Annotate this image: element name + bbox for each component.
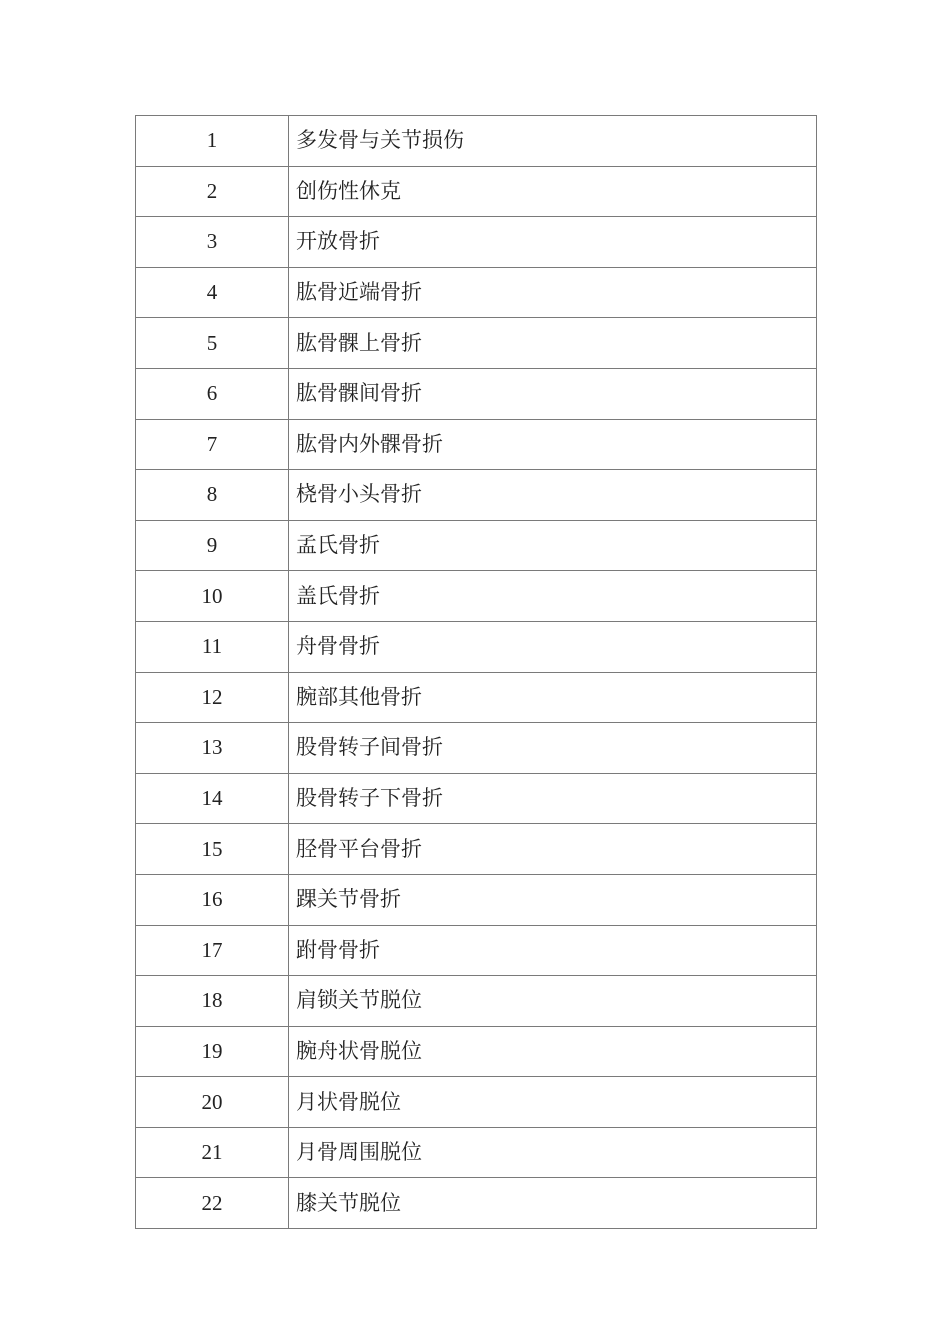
table-row [136,419,817,470]
row-name: 胫骨平台骨折 [289,824,817,875]
table-row [136,672,817,723]
row-number: 1 [136,116,289,167]
table-row [136,925,817,976]
row-number: 22 [136,1178,289,1229]
row-number: 21 [136,1127,289,1178]
table-row [136,1127,817,1178]
table-body [136,116,817,1229]
row-name: 踝关节骨折 [289,874,817,925]
table-row [136,318,817,369]
row-name: 膝关节脱位 [289,1178,817,1229]
row-number: 18 [136,976,289,1027]
table-row [136,976,817,1027]
table-row [136,368,817,419]
table-row [136,874,817,925]
row-number: 9 [136,520,289,571]
row-name: 股骨转子间骨折 [289,723,817,774]
row-name: 肱骨近端骨折 [289,267,817,318]
row-number: 2 [136,166,289,217]
row-name: 肱骨内外髁骨折 [289,419,817,470]
row-name: 腕部其他骨折 [289,672,817,723]
row-name: 多发骨与关节损伤 [289,116,817,167]
table-row [136,1026,817,1077]
row-number: 17 [136,925,289,976]
row-number: 20 [136,1077,289,1128]
row-number: 12 [136,672,289,723]
table-row [136,470,817,521]
table-row [136,773,817,824]
table-row [136,116,817,167]
row-number: 4 [136,267,289,318]
table-row [136,824,817,875]
row-name: 盖氏骨折 [289,571,817,622]
row-name: 开放骨折 [289,217,817,268]
row-number: 3 [136,217,289,268]
table-row [136,166,817,217]
row-number: 14 [136,773,289,824]
table-row [136,723,817,774]
row-name: 肩锁关节脱位 [289,976,817,1027]
row-number: 11 [136,621,289,672]
row-name: 月状骨脱位 [289,1077,817,1128]
row-number: 5 [136,318,289,369]
row-name: 肱骨髁上骨折 [289,318,817,369]
row-name: 孟氏骨折 [289,520,817,571]
row-number: 8 [136,470,289,521]
table-row [136,571,817,622]
table-row [136,1077,817,1128]
row-name: 创伤性休克 [289,166,817,217]
row-number: 19 [136,1026,289,1077]
row-name: 舟骨骨折 [289,621,817,672]
fracture-list-table [135,115,817,1229]
row-number: 16 [136,874,289,925]
row-number: 7 [136,419,289,470]
row-number: 13 [136,723,289,774]
row-number: 10 [136,571,289,622]
row-name: 肱骨髁间骨折 [289,368,817,419]
table-row [136,217,817,268]
table-row [136,1178,817,1229]
row-number: 6 [136,368,289,419]
row-name: 桡骨小头骨折 [289,470,817,521]
table-row [136,267,817,318]
row-name: 月骨周围脱位 [289,1127,817,1178]
row-name: 股骨转子下骨折 [289,773,817,824]
row-name: 腕舟状骨脱位 [289,1026,817,1077]
row-number: 15 [136,824,289,875]
table-row [136,621,817,672]
row-name: 跗骨骨折 [289,925,817,976]
table-row [136,520,817,571]
